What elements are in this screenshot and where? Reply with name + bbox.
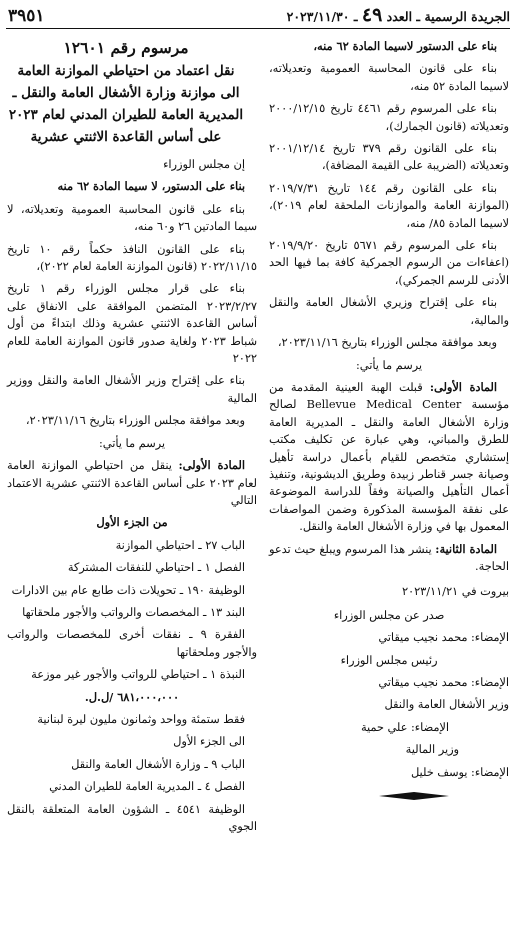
place-date: بيروت في ٢٠٢٣/١١/٢١ xyxy=(401,585,509,599)
preamble-proposal: بناء على إقتراح وزير الأشغال العامة والنقل ووزير المالية xyxy=(7,374,257,405)
budget-item-chapter: الباب ٢٧ ـ احتياطي الموازنة xyxy=(115,538,245,552)
amount-in-words: فقط ستمئة وواحد وثمانون مليون ليرة لبنانية xyxy=(37,712,245,726)
header-separator: ـ xyxy=(353,9,358,24)
budget-item-paragraph: الفقرة ٩ ـ نفقات أخرى للمخصصات والرواتب والأجور وملحقاتها xyxy=(7,628,257,659)
preamble-constitution: بناء على الدستور، لا سيما المادة ٦٢ منه xyxy=(57,179,245,194)
from-part-heading: من الجزء الأول xyxy=(96,515,168,530)
end-of-decree-mark xyxy=(379,792,449,800)
preamble-budget-law: بناء على القانون رقم ١٤٤ تاريخ ٢٠١٩/٧/٣١ (الموازنة العامة والموازنات الملحقة لعام ٢٠١٩)، لاسيما المادة ٨٥/ منه، xyxy=(269,181,509,230)
article-one xyxy=(269,379,509,536)
preamble-council-decision: بناء على قرار مجلس الوزراء رقم ١ تاريخ ٢٠٢٣/٢/٢٧ المتضمن الموافقة على الانفاق على أساس القاعدة الاثنتي عشرية وذلك ابتداءً من أول شباط ٢٠٢٣ ولغاية صدور قانون الموازنة العامة للعام ٢٠٢٢ xyxy=(7,282,257,366)
issue-date: ٢٠٢٣/١١/٣٠ xyxy=(286,9,350,24)
preamble-accounting-law: بناء على قانون المحاسبة العمومية وتعديلاته، لاسيما المادة ٥٢ منه، xyxy=(269,62,509,93)
target-section: الفصل ٤ ـ المديرية العامة للطيران المدني xyxy=(49,780,245,794)
issued-by: صدر عن مجلس الوزراء xyxy=(333,608,445,622)
article-one-body: لصالح وزارة الأشغال العامة والنقل ـ المديرية العامة للطرق والمباني، وهي عبارة عن تكليف مكتب إستشاري متخصص للقيام بأعمال دراسة تأهيل وصيانة جسر قناطر زبيدة وطريق الديشونية، وتنفيذ أعمال التأهيل والصيانة وفقاً للدراسة الموضوعة على نفقة المؤسسة المذكورة وضمن المواصفات المعمول بها في وزارة الأشغال العامة والنقل. xyxy=(269,398,509,534)
pm-title: رئيس مجلس الوزراء xyxy=(340,653,438,667)
organization-name: Bellevue Medical Center xyxy=(306,398,462,412)
preamble-exemptions-decree: بناء على المرسوم رقم ٥٦٧١ تاريخ ٢٠١٩/٩/٢٠ (اعفاءات من الرسوم الجمركية كافة بما فيها الحد الأدنى للرسم الجمركي)، xyxy=(269,239,509,287)
article-one-intro: قبلت الهبة العينية المقدمة من مؤسسة xyxy=(269,380,510,412)
budget-item-function: الوظيفة ١٩٠ ـ تحويلات ذات طابع عام بين الادارات xyxy=(11,583,245,597)
signature-1: الإمضاء: محمد نجيب ميقاتي xyxy=(378,631,509,645)
article-two-body: ينشر هذا المرسوم ويبلغ حيث تدعو الحاجة. xyxy=(269,542,509,573)
article-one-label: المادة الأولى: xyxy=(178,458,246,473)
article-two xyxy=(269,541,509,576)
right-column xyxy=(269,38,509,805)
preamble-approval: وبعد موافقة مجلس الوزراء بتاريخ ٢٠٢٣/١١/١٦، xyxy=(277,336,497,350)
article-one xyxy=(7,457,257,509)
target-chapter: الباب ٩ ـ وزارة الأشغال العامة والنقل xyxy=(71,757,245,771)
budget-item-section: الفصل ١ ـ احتياطي للنفقات المشتركة xyxy=(67,561,245,575)
preamble-vat-law: بناء على القانون رقم ٣٧٩ تاريخ ٢٠٠١/١٢/١٤ وتعديلاته (الضريبة على القيمة المضافة)، xyxy=(269,142,509,173)
minister-finance-title: وزير المالية xyxy=(405,743,459,757)
article-one-label: المادة الأولى: xyxy=(429,379,497,394)
to-part-heading: الى الجزء الأول xyxy=(173,735,245,749)
signature-2: الإمضاء: محمد نجيب ميقاتي xyxy=(378,676,509,689)
decree-subject-line-3: المديرية العامة للطيران المدني لعام ٢٠٢٣ xyxy=(8,107,244,123)
gazette-name: الجريدة الرسمية ـ العدد xyxy=(386,9,510,24)
page-header xyxy=(6,6,510,26)
decree-subject-line-4: على أساس القاعدة الاثنتي عشرية xyxy=(30,129,222,145)
transfer-amount: ٦٨١،٠٠٠،٠٠٠ /ل.ل. xyxy=(84,689,180,704)
budget-item-subparagraph: النبذة ١ ـ احتياطي للرواتب والأجور غير موزعة xyxy=(31,668,245,682)
preamble-constitution: بناء على الدستور لاسيما المادة ٦٢ منه، xyxy=(313,39,497,53)
left-column xyxy=(7,38,257,840)
gazette-masthead xyxy=(264,4,510,26)
decree-subject-line-1: نقل اعتماد من احتياطي الموازنة العامة xyxy=(17,63,235,79)
header-rule xyxy=(6,28,510,29)
target-function: الوظيفة ٤٥٤١ ـ الشؤون العامة المتعلقة بالنقل الجوي xyxy=(7,802,257,833)
page-number: ٣٩٥١ xyxy=(8,6,45,26)
article-one-body: ينقل من احتياطي الموازنة العامة لعام ٢٠٢٣ على أساس القاعدة الاثنتي عشرية الاعتماد التالي xyxy=(7,459,257,507)
decree-formula: يرسم ما يأتي: xyxy=(99,436,165,450)
minister-public-works-title: وزير الأشغال العامة والنقل xyxy=(384,698,509,712)
signature-3: الإمضاء: علي حمية xyxy=(360,720,449,734)
preamble-accounting-law: بناء على قانون المحاسبة العمومية وتعديلاته، لا سيما المادتين ٢٦ و٦٠ منه، xyxy=(7,202,257,234)
decree-title: مرسوم رقم ١٢٦٠١ xyxy=(63,38,189,57)
decree-subject-line-2: الى موازنة وزارة الأشغال العامة والنقل ـ xyxy=(12,85,240,101)
preamble-proposal: بناء على إقتراح وزيري الأشغال العامة والنقل والمالية، xyxy=(269,296,509,327)
decree-formula: يرسم ما يأتي: xyxy=(356,358,422,372)
issue-number: ٤٩ xyxy=(361,4,383,26)
preamble-customs-decree: بناء على المرسوم رقم ٤٤٦١ تاريخ ٢٠٠٠/١٢/١٥ وتعديلاته (قانون الجمارك)، xyxy=(269,102,509,133)
council-intro: إن مجلس الوزراء xyxy=(163,158,245,171)
preamble-approval: وبعد موافقة مجلس الوزراء بتاريخ ٢٠٢٣/١١/١٦، xyxy=(25,414,245,428)
budget-item-article: البند ١٣ ـ المخصصات والرواتب والأجور ملحقاتها xyxy=(22,605,245,619)
preamble-budget-law: بناء على القانون النافذ حكماً رقم ١٠ تاريخ ٢٠٢٢/١١/١٥ (قانون الموازنة العامة لعام ٢٠٢٢)، xyxy=(7,242,257,274)
signature-4: الإمضاء: يوسف خليل xyxy=(411,765,509,779)
article-two-label: المادة الثانية: xyxy=(435,541,497,556)
